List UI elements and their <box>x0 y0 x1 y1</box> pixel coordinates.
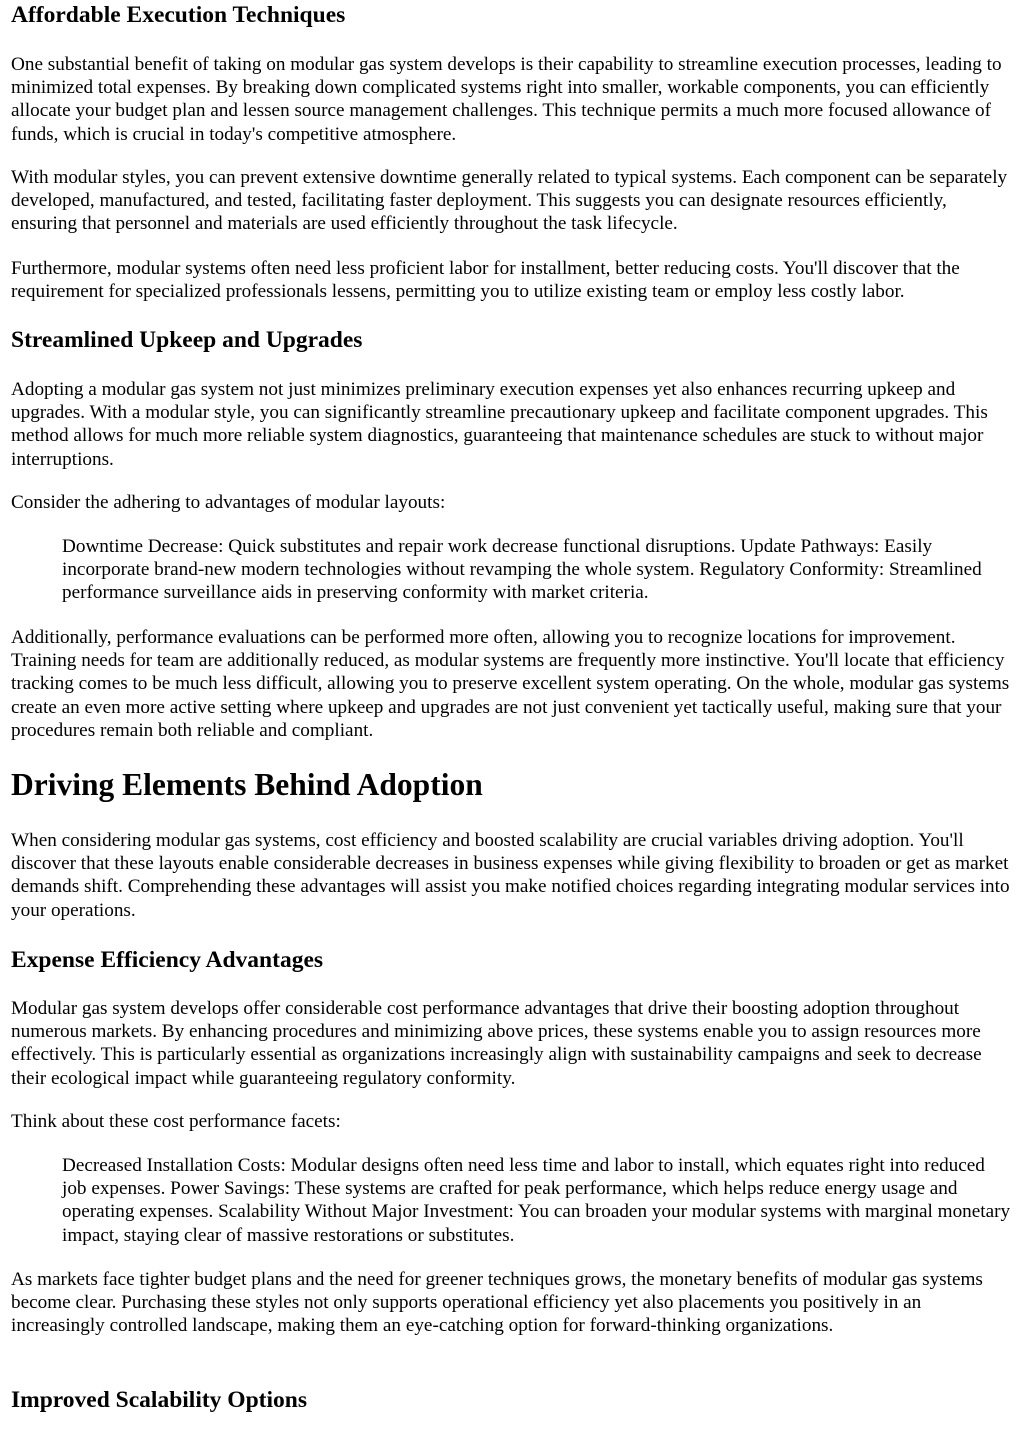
paragraph: One substantial benefit of taking on modular gas system develops is their capability to streamline execution processes, leading to minimized total expenses. By breaking down complicated systems right into smaller, workable components, you can efficiently allocate your budget plan and lessen source management challenges. This technique permits a much more focused allowance of funds, which is crucial in today's competitive atmosphere. <box>11 54 1002 145</box>
section-heading-expense-efficiency: Expense Efficiency Advantages <box>11 947 324 973</box>
paragraph: Adopting a modular gas system not just minimizes preliminary execution expenses yet also enhances recurring upkeep and upgrades. With a modular style, you can significantly streamline precautionary upkeep and facilitate component upgrades. This method allows for much more reliable system diagnostics, guaranteeing that maintenance schedules are stuck to without major interruptions. <box>11 379 988 470</box>
paragraph: Additionally, performance evaluations can be performed more often, allowing you to recognize locations for improvement. Training needs for team are additionally reduced, as modular systems are frequently more instinctive. You'll locate that efficiency tracking comes to be much less difficult, allowing you to preserve excellent system operating. On the whole, modular gas systems create an even more active setting where upkeep and upgrades are not just convenient yet tactically useful, making sure that your procedures remain both reliable and compliant. <box>11 627 1010 741</box>
paragraph: When considering modular gas systems, cost efficiency and boosted scalability are crucial variables driving adoption. You'll discover that these layouts enable considerable decreases in business expenses while giving flexibility to broaden or get as market demands shift. Comprehending these advantages will assist you make notified choices regarding integrating modular services into your operations. <box>11 830 1010 921</box>
section-heading-affordable-execution: Affordable Execution Techniques <box>11 2 346 28</box>
section-heading-improved-scalability: Improved Scalability Options <box>11 1387 307 1413</box>
paragraph: Think about these cost performance facets: <box>11 1111 341 1132</box>
blockquote: Downtime Decrease: Quick substitutes and repair work decrease functional disruptions. Update Pathways: Easily incorporate brand-new modern technologies without revamping the whole system. Regulatory Conformity: Streamlined performance surveillance aids in preserving conformity with market criteria. <box>62 536 982 604</box>
paragraph: Furthermore, modular systems often need less proficient labor for installment, better reducing costs. You'll discover that the requirement for specialized professionals lessens, permitting you to utilize existing team or employ less costly labor. <box>11 258 960 303</box>
blockquote: Decreased Installation Costs: Modular designs often need less time and labor to install, which equates right into reduced job expenses. Power Savings: These systems are crafted for peak performance, which helps reduce energy usage and operating expenses. Scalability Without Major Investment: You can broaden your modular systems with marginal monetary impact, staying clear of massive restorations or substitutes. <box>62 1155 1011 1246</box>
section-heading-streamlined-upkeep: Streamlined Upkeep and Upgrades <box>11 327 363 353</box>
section-heading-driving-elements: Driving Elements Behind Adoption <box>11 767 483 802</box>
paragraph: As markets face tighter budget plans and the need for greener techniques grows, the monetary benefits of modular gas systems become clear. Purchasing these styles not only supports operational efficiency yet also placements you positively in an increasingly controlled landscape, making them an eye-catching option for forward-thinking organizations. <box>11 1269 983 1337</box>
paragraph: Consider the adhering to advantages of modular layouts: <box>11 492 446 513</box>
paragraph: With modular styles, you can prevent extensive downtime generally related to typical systems. Each component can be separately developed, manufactured, and tested, facilitating faster deployment. This suggests you can designate resources efficiently, ensuring that personnel and materials are used efficiently throughout the task lifecycle. <box>11 167 1008 235</box>
paragraph: Modular gas system develops offer considerable cost performance advantages that drive their boosting adoption throughout numerous markets. By enhancing procedures and minimizing above prices, these systems enable you to assign resources more effectively. This is particularly essential as organizations increasingly align with sustainability campaigns and seek to decrease their ecological impact while guaranteeing regulatory conformity. <box>11 998 982 1089</box>
